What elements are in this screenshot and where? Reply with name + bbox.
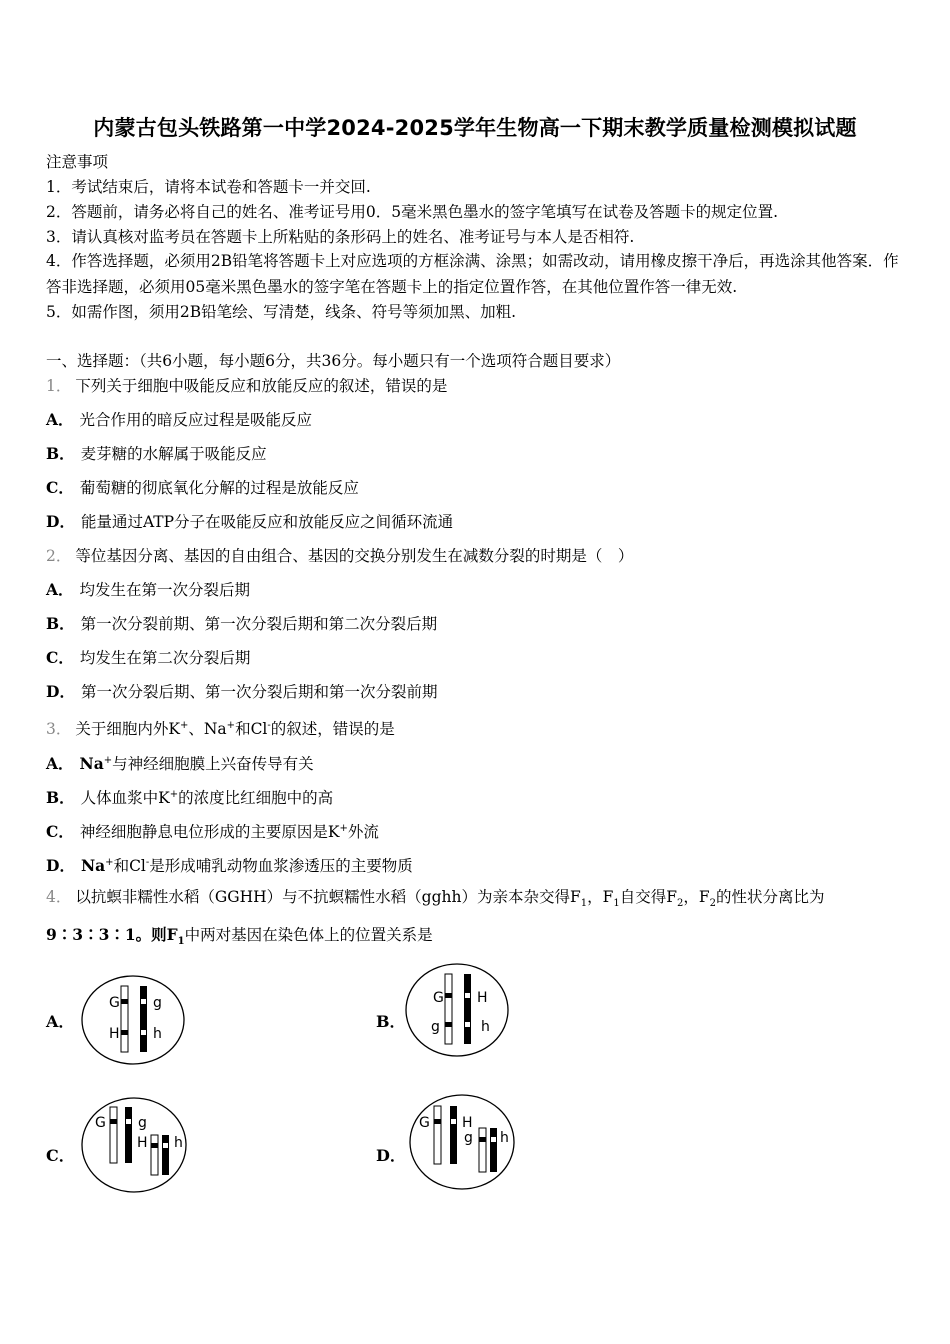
svg-text:g: g: [153, 995, 162, 1011]
q1-option-d[interactable]: D． 能量通过ATP分子在吸能反应和放能反应之间循环流通: [46, 512, 454, 531]
q4-figure-c[interactable]: [78, 1093, 190, 1197]
question-4-stem: 4． 以抗螟非糯性水稻（GGHH）与不抗螟糯性水稻（gghh）为亲本杂交得$F_1$，$F_1$自交得$F_2$，$F_2$的性状分离比为: [46, 888, 825, 910]
svg-text:h: h: [500, 1130, 509, 1146]
question-1-stem: 1． 下列关于细胞中吸能反应和放能反应的叙述，错误的是: [46, 377, 448, 395]
q1-option-c[interactable]: C． 葡萄糖的彻底氧化分解的过程是放能反应: [46, 478, 359, 497]
svg-text:h: h: [174, 1135, 183, 1151]
q3-option-a[interactable]: A． Na+与神经细胞膜上兴奋传导有关: [46, 754, 314, 774]
question-3-stem: 3． 关于细胞内外K+、Na+和Cl-的叙述，错误的是: [46, 720, 395, 739]
q4-option-d-label[interactable]: D．: [376, 1146, 406, 1165]
svg-text:H: H: [477, 990, 488, 1006]
svg-text:g: g: [138, 1115, 147, 1131]
q2-option-b[interactable]: B． 第一次分裂前期、第一次分裂后期和第二次分裂后期: [46, 614, 438, 633]
svg-text:G: G: [109, 995, 120, 1011]
q3-option-c[interactable]: C． 神经细胞静息电位形成的主要原因是K+外流: [46, 822, 379, 842]
q2-option-a[interactable]: A． 均发生在第一次分裂后期: [46, 580, 251, 599]
q4-figure-a[interactable]: [78, 972, 188, 1068]
section-heading: 一、选择题：（共6小题，每小题6分，共36分。每小题只有一个选项符合题目要求）: [46, 352, 621, 370]
q3-option-d[interactable]: D． Na+和Cl-是形成哺乳动物血浆渗透压的主要物质: [46, 856, 413, 876]
svg-text:G: G: [95, 1115, 106, 1131]
question-2-stem: 2． 等位基因分离、基因的自由组合、基因的交换分别发生在减数分裂的时期是（ ）: [46, 547, 634, 565]
q2-option-d[interactable]: D． 第一次分裂后期、第一次分裂后期和第一次分裂前期: [46, 682, 438, 701]
svg-text:H: H: [462, 1115, 473, 1131]
svg-text:g: g: [464, 1130, 473, 1146]
q4-figure-d[interactable]: [406, 1090, 518, 1194]
notice-item: 2．答题前，请务必将自己的姓名、准考证号用0．5毫米黑色墨水的签字笔填写在试卷及答题卡的规定位置.: [46, 203, 779, 221]
svg-text:H: H: [137, 1135, 148, 1151]
svg-text:h: h: [481, 1019, 490, 1035]
q4-option-a-label[interactable]: A．: [46, 1012, 75, 1031]
q4-option-c-label[interactable]: C．: [46, 1146, 75, 1165]
svg-text:g: g: [431, 1019, 440, 1035]
q4-option-b-label[interactable]: B．: [376, 1012, 406, 1031]
svg-text:G: G: [419, 1115, 430, 1131]
notice-item: 5．如需作图，须用2B铅笔绘、写清楚，线条、符号等须加黑、加粗.: [46, 303, 517, 321]
q1-option-b[interactable]: B． 麦芽糖的水解属于吸能反应: [46, 444, 267, 463]
page-title: 内蒙古包头铁路第一中学2024-2025学年生物高一下期末教学质量检测模拟试题: [93, 116, 857, 140]
q3-option-b[interactable]: B． 人体血浆中K+的浓度比红细胞中的高: [46, 788, 334, 808]
question-4-stem-line2: 9∶3∶3∶1。则$F_1$中两对基因在染色体上的位置关系是: [46, 925, 433, 948]
svg-text:h: h: [153, 1026, 162, 1042]
q4-figure-b[interactable]: [402, 960, 512, 1060]
svg-text:G: G: [433, 990, 444, 1006]
q1-option-a[interactable]: A． 光合作用的暗反应过程是吸能反应: [46, 410, 313, 429]
q2-option-c[interactable]: C． 均发生在第二次分裂后期: [46, 648, 251, 667]
notice-item: 1．考试结束后，请将本试卷和答题卡一并交回.: [46, 178, 371, 196]
notice-heading: 注意事项: [46, 153, 109, 171]
notice-item: 4．作答选择题，必须用2B铅笔将答题卡上对应选项的方框涂满、涂黑；如需改动，请用橡皮擦干净后，再选涂其他答案．作答非选择题，必须用05毫米黑色墨水的签字笔在答题卡上的指定位置作答，在其他位置作答一律无效.: [46, 252, 899, 296]
svg-text:H: H: [109, 1026, 120, 1042]
notice-item: 3．请认真核对监考员在答题卡上所粘贴的条形码上的姓名、准考证号与本人是否相符.: [46, 228, 635, 246]
